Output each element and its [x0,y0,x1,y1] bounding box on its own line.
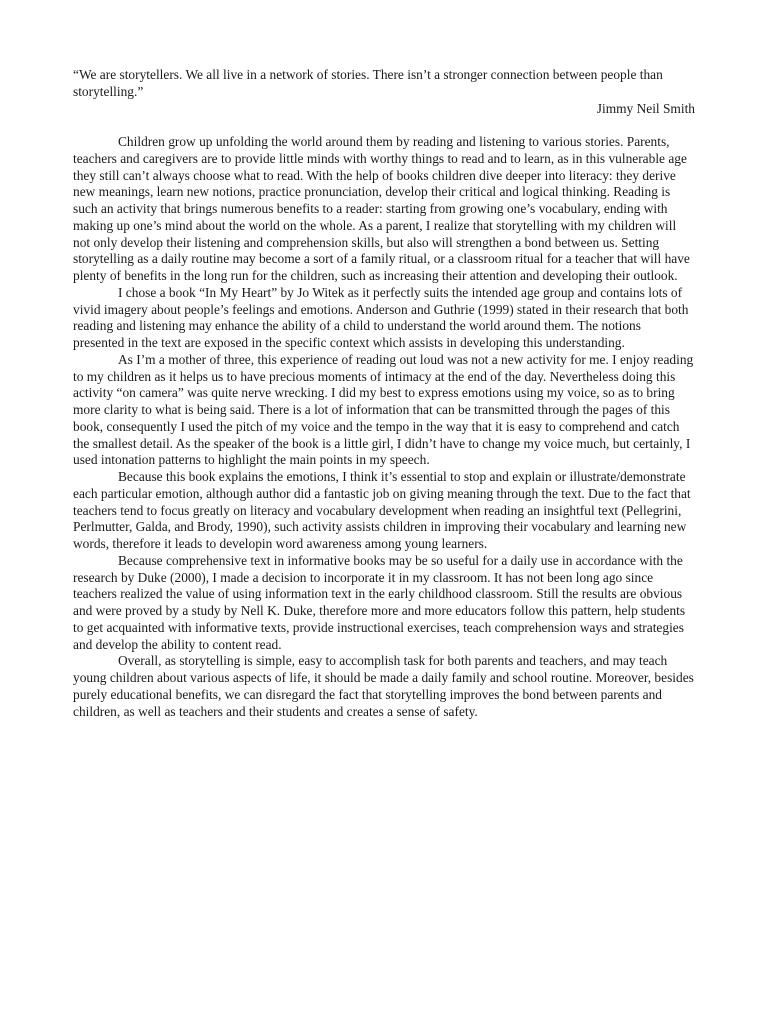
body-paragraph-6: Overall, as storytelling is simple, easy to accomplish task for both parents and teachers, and may teach young children about various aspects of life, it should be made a daily family and school routine. Moreover, besides purely educational benefits, we can disregard the fact that storytelling improves the bond between parents and children, as well as teachers and their students and creates a sense of safety. [73,653,694,719]
epigraph-quote: “We are storytellers. We all live in a network of stories. There isn’t a stronger connection between people than storytelling.” [73,67,663,99]
blank-line [73,117,695,134]
body-paragraph-1: Children grow up unfolding the world around them by reading and listening to various stories. Parents, teachers and caregivers are to provide little minds with worthy things to read and to learn, as in this vulnerable age they still can’t always choose what to read. With the help of books children dive deeper into literacy: they derive new meanings, learn new notions, practice pronunciation, develop their critical and logical thinking. Reading is such an activity that brings numerous benefits to a reader: starting from growing one’s vocabulary, ending with making up one’s mind about the world on the whole. As a parent, I realize that storytelling with my children will not only develop their listening and comprehension skills, but also will strengthen a bond between us. Setting storytelling as a daily routine may become a sort of a family ritual, or a classroom ritual for a teacher that will have plenty of benefits in the long run for the children, such as increasing their attention and developing their outlook. [73,134,690,283]
body-paragraph-5: Because comprehensive text in informative books may be so useful for a daily use in accordance with the research by Duke (2000), I made a decision to incorporate it in my classroom. It has not been long ago since teachers realized the value of using information text in the early childhood classroom. Still the results are obvious and were proved by a study by Nell K. Duke, therefore more and more educators follow this pattern, help students to get acquainted with informative texts, provide instructional exercises, teach comprehension ways and strategies and develop the ability to content read. [73,552,686,652]
body-paragraph-3: As I’m a mother of three, this experience of reading out loud was not a new activity for me. I enjoy reading to my children as it helps us to have precious moments of intimacy at the end of the day. Nevertheless doing this activity “on camera” was quite nerve wrecking. I did my best to express emotions using my voice, so as to bring more clarity to what is being said. There is a lot of information that can be transmitted through the pages of this book, consequently I used the pitch of my voice and the tempo in the way that it is easy to comprehend and catch the smallest detail. As the speaker of the book is a little girl, I didn’t have to change my voice much, but certainly, I used intonation patterns to highlight the main points in my speech. [73,351,694,468]
body-paragraph-2: I chose a book “In My Heart” by Jo Witek as it perfectly suits the intended age group and contains lots of vivid imagery about people’s feelings and emotions. Anderson and Guthrie (1999) stated in their research that both reading and listening may enhance the ability of a child to understand the world around them. The notions presented in the text are exposed in the specific context which assists in developing this understanding. [73,284,689,350]
document-page [73,67,695,720]
epigraph-attribution: Jimmy Neil Smith [596,100,695,116]
body-paragraph-4: Because this book explains the emotions, I think it’s essential to stop and explain or illustrate/demonstrate each particular emotion, although author did a fantastic job on giving meaning through the text. Due to the fact that teachers tend to focus greatly on literacy and vocabulary development when reading an insightful text (Pellegrini, Perlmutter, Galda, and Brody, 1990), such activity assists children in improving their vocabulary and learning new words, therefore it leads to developin word awareness among young learners. [73,469,691,551]
